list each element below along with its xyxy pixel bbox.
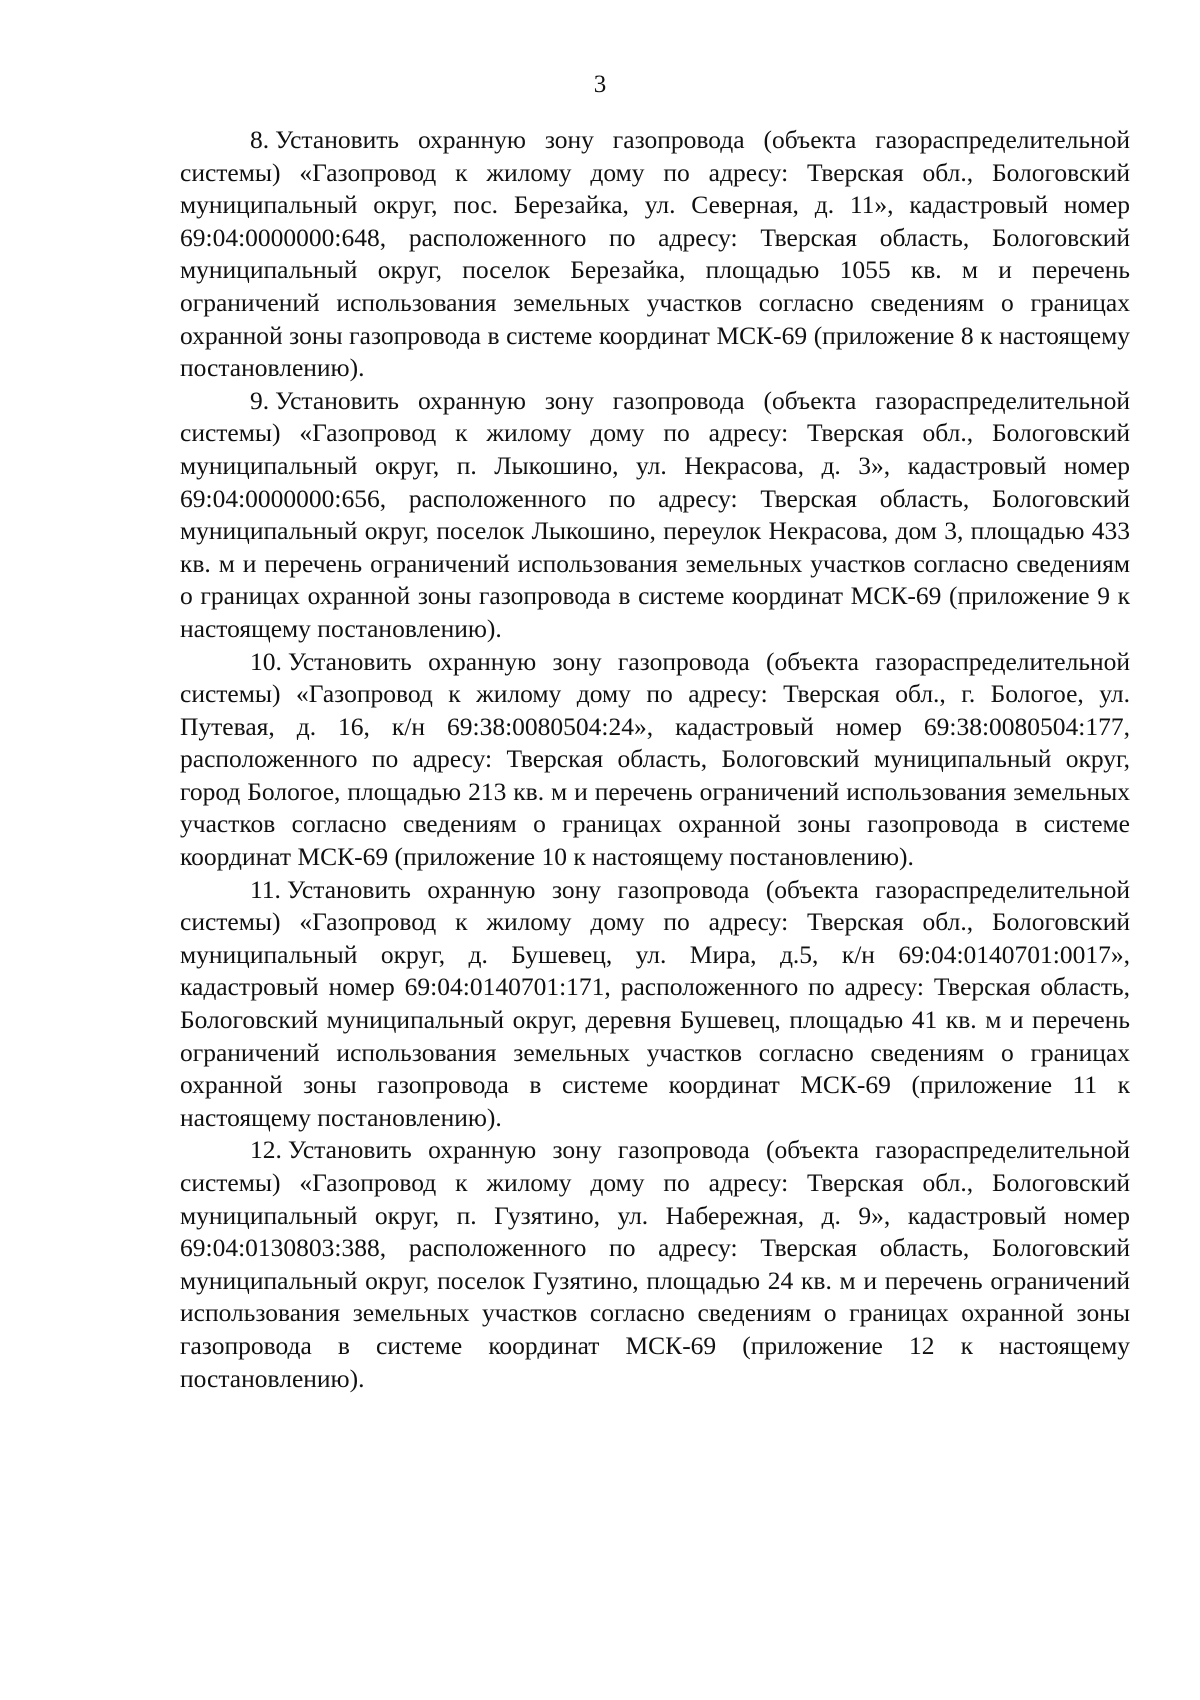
paragraph-text: Установить охранную зону газопровода (объекта газораспределительной системы) «Газопровод к жилому дому по адресу: Тверская обл., г. Бологое, ул. Путевая, д. 16, к/н 69:38:0080504:24», кадастровый номер 69:38:0080504:177, расположенного по адресу: Тверская область, Бологовский муниципальный округ, город Бологое, площадью 213 кв. м и перечень ограничений использования земельных участков согласно сведениям о границах охранной зоны газопровода в системе координат МСК-69 (приложение 10 к настоящему постановлению). [180, 646, 1130, 872]
paragraph-10 [180, 646, 1130, 874]
paragraph-text: Установить охранную зону газопровода (объекта газораспределительной системы) «Газопровод к жилому дому по адресу: Тверская обл., Бологовский муниципальный округ, п. Лыкошино, ул. Некрасова, д. 3», кадастровый номер 69:04:0000000:656, расположенного по адресу: Тверская область, Бологовский муниципальный округ, поселок Лыкошино, переулок Некрасова, дом 3, площадью 433 кв. м и перечень ограничений использования земельных участков согласно сведениям о границах охранной зоны газопровода в системе координат МСК-69 (приложение 9 к настоящему постановлению). [180, 385, 1130, 643]
paragraph-11 [180, 874, 1130, 1135]
paragraph-8 [180, 124, 1130, 385]
document-body [180, 124, 1130, 1395]
paragraph-text: Установить охранную зону газопровода (объекта газораспределительной системы) «Газопровод к жилому дому по адресу: Тверская обл., Бологовский муниципальный округ, п. Гузятино, ул. Набережная, д. 9», кадастровый номер 69:04:0130803:388, расположенного по адресу: Тверская область, Бологовский муниципальный округ, поселок Гузятино, площадью 24 кв. м и перечень ограничений использования земельных участков согласно сведениям о границах охранной зоны газопровода в системе координат МСК-69 (приложение 12 к настоящему постановлению). [180, 1135, 1130, 1393]
page-number: 3 [593, 71, 607, 98]
paragraph-number: 8. [250, 125, 270, 154]
paragraph-number: 12. [250, 1135, 282, 1165]
paragraph-number: 11. [250, 874, 281, 904]
paragraph-12 [180, 1134, 1130, 1395]
paragraph-text: Установить охранную зону газопровода (объекта газораспределительной системы) «Газопровод к жилому дому по адресу: Тверская обл., Бологовский муниципальный округ, пос. Березайка, ул. Северная, д. 11», кадастровый номер 69:04:0000000:648, расположенного по адресу: Тверская область, Бологовский муниципальный округ, поселок Березайка, площадью 1055 кв. м и перечень ограничений использования земельных участков согласно сведениям о границах охранной зоны газопровода в системе координат МСК-69 (приложение 8 к настоящему постановлению). [180, 125, 1130, 383]
paragraph-number: 9. [250, 385, 270, 415]
paragraph-9 [180, 385, 1130, 646]
paragraph-text: Установить охранную зону газопровода (объекта газораспределительной системы) «Газопровод к жилому дому по адресу: Тверская обл., Бологовский муниципальный округ, д. Бушевец, ул. Мира, д.5, к/н 69:04:0140701:0017», кадастровый номер 69:04:0140701:171, расположенного по адресу: Тверская область, Бологовский муниципальный округ, деревня Бушевец, площадью 41 кв. м и перечень ограничений использования земельных участков согласно сведениям о границах охранной зоны газопровода в системе координат МСК-69 (приложение 11 к настоящему постановлению). [180, 874, 1130, 1132]
paragraph-number: 10. [250, 646, 282, 676]
